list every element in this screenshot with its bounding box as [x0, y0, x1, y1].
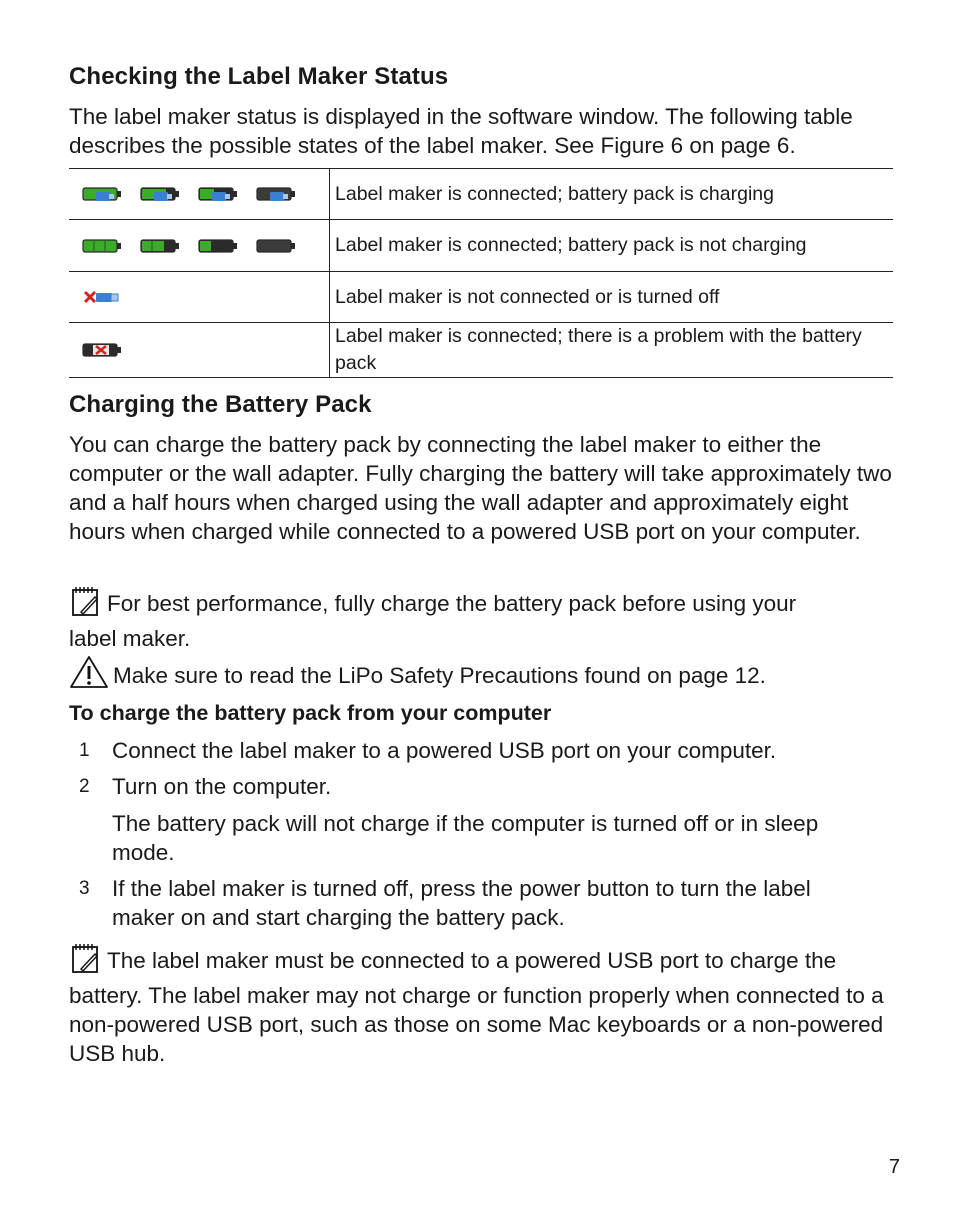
note-text: The label maker must be connected to a powered USB port to charge the battery. The label maker may not charge or function properly when connected to a non-powered USB port, such as those on some Mac keyboards or a non-powered USB hub.: [69, 948, 884, 1066]
status-icons-cell: [69, 323, 330, 378]
table-row: [69, 220, 893, 272]
battery-full-icon: [82, 238, 122, 254]
note-paragraph: [69, 942, 897, 1068]
battery-charging-medium-icon: [198, 186, 238, 202]
battery-high-icon: [140, 238, 180, 254]
battery-charging-high-icon: [140, 186, 180, 202]
warning-icon: [69, 655, 109, 696]
status-icons-cell: [69, 220, 330, 272]
procedure-heading: To charge the battery pack from your computer: [69, 701, 552, 725]
status-description: Label maker is connected; battery pack is not charging: [335, 234, 807, 256]
status-description: Label maker is connected; there is a problem with the battery pack: [335, 325, 862, 374]
table-row: [69, 323, 893, 378]
status-icons-cell: [69, 272, 330, 323]
step-number: 1: [79, 740, 90, 761]
note-text: For best performance, fully charge the battery pack before using your label maker.: [69, 591, 797, 651]
warning-paragraph: [69, 655, 895, 696]
charging-intro-paragraph: You can charge the battery pack by connecting the label maker to either the computer or the wall adapter. Fully charging the battery will take approximately two and a half hours when charged using the wall adapter and approximately eight hours when charged while connected to a powered USB port on your computer.: [69, 432, 892, 544]
battery-charging-full-icon: [82, 186, 122, 202]
usb-disconnected-icon: [82, 288, 122, 306]
warning-text: Make sure to read the LiPo Safety Precautions found on page 12.: [113, 663, 766, 688]
note-icon: [69, 942, 103, 981]
step-text: If the label maker is turned off, press the power button to turn the label maker on and start charging the battery pack.: [112, 876, 811, 930]
battery-error-icon: [82, 342, 122, 358]
status-table: [69, 168, 893, 378]
step-text: Turn on the computer.: [112, 774, 332, 799]
note-icon: [69, 585, 103, 624]
status-intro-paragraph: The label maker status is displayed in the software window. The following table describes the possible states of the label maker. See Figure 6 on page 6.: [69, 104, 853, 158]
step-text: Connect the label maker to a powered USB port on your computer.: [112, 738, 777, 763]
step-subtext: The battery pack will not charge if the computer is turned off or in sleep mode.: [112, 811, 819, 865]
table-row: [69, 169, 893, 220]
section-heading-status: Checking the Label Maker Status: [69, 63, 449, 90]
page-number: 7: [888, 1156, 900, 1178]
battery-charging-low-icon: [256, 186, 296, 202]
section-heading-charging: Charging the Battery Pack: [69, 391, 372, 418]
step-number: 2: [79, 776, 90, 797]
step-number: 3: [79, 878, 90, 899]
table-row: [69, 272, 893, 323]
status-description: Label maker is not connected or is turned off: [335, 285, 720, 308]
battery-medium-icon: [198, 238, 238, 254]
battery-empty-icon: [256, 238, 296, 254]
status-description: Label maker is connected; battery pack is charging: [335, 182, 774, 205]
note-paragraph: [69, 585, 849, 653]
status-icons-cell: [69, 169, 330, 220]
